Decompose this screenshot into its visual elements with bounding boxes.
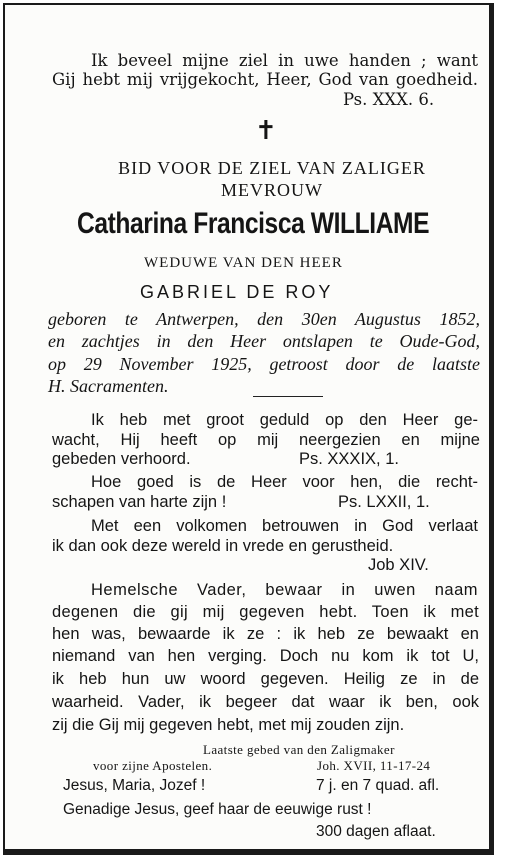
verse-3-line-1: Met een volkomen betrouwen in God verlaat <box>91 517 478 535</box>
verse-1-reference: Ps. XXXIX, 1. <box>299 450 399 468</box>
prayer-source-line-2-left: voor zijne Apostelen. <box>93 758 213 773</box>
prayer-line-2: degenen die gij mij gegeven hebt. Toen ik met <box>52 603 479 621</box>
prayer-source-line-1: Laatste gebed van den Zaligmaker <box>203 742 395 757</box>
deceased-name: Catharina Francisca WILLIAME <box>77 207 430 240</box>
widow-line: WEDUWE VAN DEN HEER <box>144 255 343 271</box>
epigraph-line-2: Gij hebt mij vrijgekocht, Heer, God van goedheid. <box>52 70 478 89</box>
prayer-line-5: ik heb hun uw woord gegeven. Heilig ze in de <box>52 670 479 688</box>
spouse-name: GABRIEL DE ROY <box>140 282 334 302</box>
heading-line-1: BID VOOR DE ZIEL VAN ZALIGER <box>118 158 426 178</box>
indulgence-line-1-left: Jesus, Maria, Jozef ! <box>63 777 206 794</box>
verse-1-line-1: Ik heb met groot geduld op den Heer ge- <box>91 411 478 429</box>
divider-rule <box>253 396 323 397</box>
verse-1-line-3: gebeden verhoord. <box>52 450 191 468</box>
prayer-source-line-2-right: Joh. XVII, 11-17-24 <box>317 758 431 773</box>
prayer-line-1: Hemelsche Vader, bewaar in uwen naam <box>91 581 478 599</box>
verse-3-reference: Job XIV. <box>368 556 429 574</box>
verse-1-line-2: wacht, Hij heeft op mij neergezien en mijne <box>52 431 480 449</box>
epigraph-line-1: Ik beveel mijne ziel in uwe handen ; want <box>91 51 478 70</box>
bio-line-3: op 29 November 1925, getroost door de laatste <box>48 354 480 374</box>
prayer-line-3: hen was, bewaarde ik ze : ik heb ze bewaakt en <box>52 625 479 643</box>
verse-2-reference: Ps. LXXII, 1. <box>338 493 430 511</box>
prayer-line-7: zij die Gij mij gegeven hebt, met mij zouden zijn. <box>52 716 405 734</box>
cross-icon: ✝ <box>255 116 277 146</box>
indulgence-line-2: Genadige Jesus, geef haar de eeuwige rust ! <box>63 801 372 818</box>
bio-line-1: geboren te Antwerpen, den 30en Augustus 1852, <box>48 309 480 329</box>
memorial-card <box>3 3 494 855</box>
bio-line-4: H. Sacramenten. <box>48 376 169 396</box>
prayer-line-4: niemand van hen verging. Doch nu kom ik tot U, <box>52 647 479 665</box>
verse-2-line-1: Hoe goed is de Heer voor hen, die recht- <box>91 473 478 491</box>
indulgence-line-1-right: 7 j. en 7 quad. afl. <box>316 777 440 794</box>
indulgence-line-3: 300 dagen aflaat. <box>316 823 436 840</box>
verse-3-line-2: ik dan ook deze wereld in vrede en gerustheid. <box>52 537 394 555</box>
verse-2-line-2: schapen van harte zijn ! <box>52 493 227 511</box>
prayer-line-6: waarheid. Vader, ik begeer dat waar ik ben, ook <box>52 693 479 711</box>
epigraph-reference: Ps. XXX. 6. <box>343 90 435 109</box>
heading-line-2: MEVROUW <box>221 180 323 200</box>
bio-line-2: en zachtjes in den Heer ontslapen te Oude-God, <box>48 331 480 351</box>
